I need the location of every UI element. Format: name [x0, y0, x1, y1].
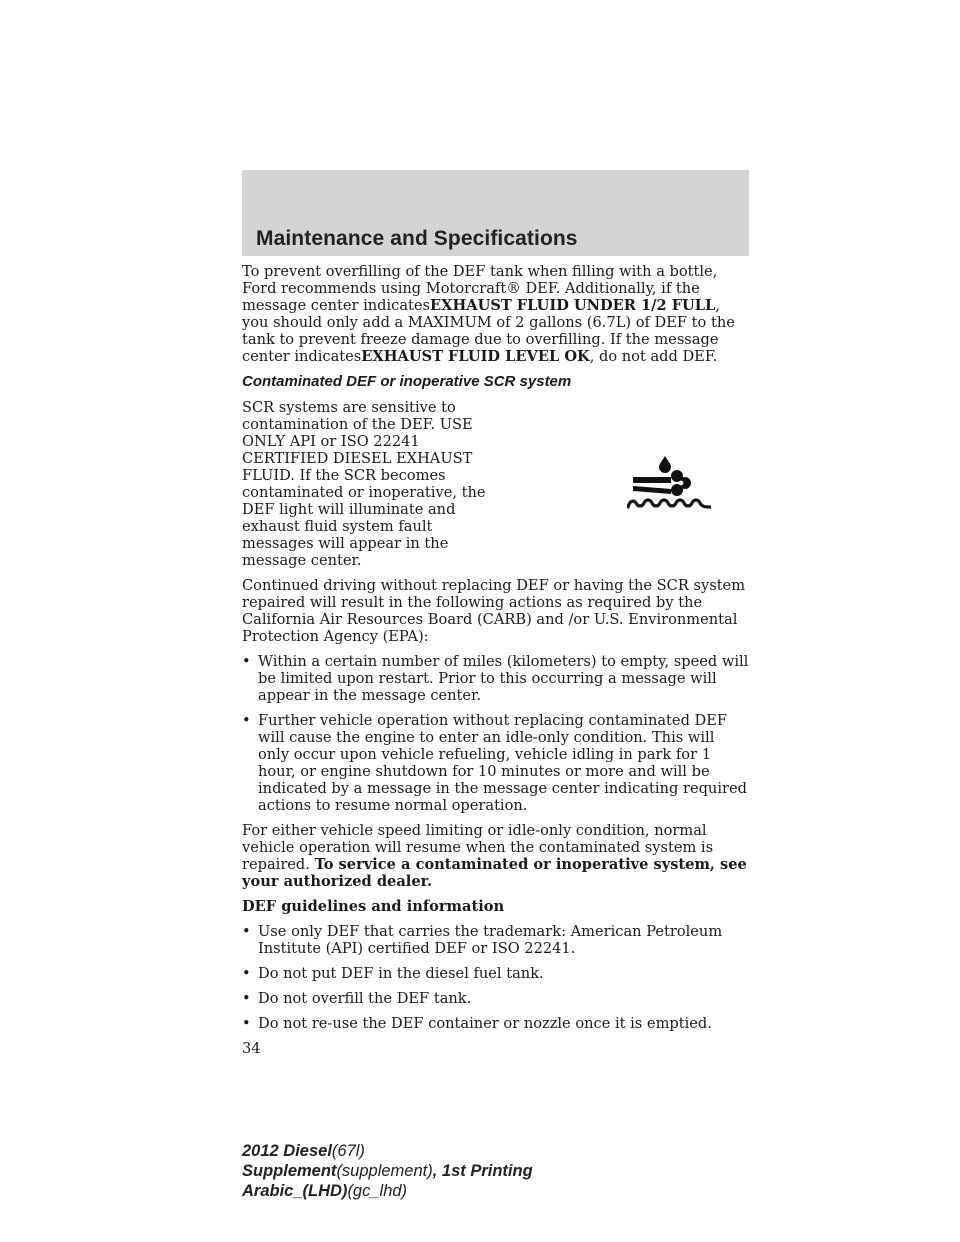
footer-line1-bold: 2012 Diesel: [242, 1142, 332, 1160]
footer-line2-bold: Supplement: [242, 1162, 337, 1180]
guideline-item-4: [242, 1015, 749, 1032]
guideline-item-1: [242, 923, 749, 957]
guideline-text: Do not re-use the DEF container or nozzle once it is emptied.: [258, 1015, 712, 1032]
footer-line2-bold2: , 1st Printing: [432, 1162, 533, 1180]
guideline-item-2: [242, 965, 749, 982]
contaminated-paragraph: SCR systems are sensitive to contamination of the DEF. USE ONLY API or ISO 22241 CERTIFIED DIESEL EXHAUST FLUID. If the SCR becomes contaminated or inoperative, the DEF light will illuminate and exhaust fluid system fault messages will appear in the message center.: [242, 399, 486, 569]
page-content: [242, 263, 749, 1057]
continued-paragraph: Continued driving without replacing DEF or having the SCR system repaired will result in the following actions as required by the California Air Resources Board (CARB) and /or U.S. Environmental Protection Agency (EPA):: [242, 577, 746, 645]
footer-line3-thin: (gc_lhd): [347, 1182, 408, 1200]
bullet: •: [242, 990, 251, 1007]
bullet: •: [242, 653, 251, 670]
contaminated-heading: Contaminated DEF or inoperative SCR system: [242, 373, 572, 390]
action-item-1: [242, 653, 749, 704]
either-bold: To service a contaminated or inoperative system, see your authorized dealer.: [242, 856, 747, 890]
footer-line1-thin: (67l): [331, 1142, 365, 1160]
bullet: •: [242, 965, 251, 982]
page-number: 34: [242, 1040, 261, 1057]
guideline-text: Do not overfill the DEF tank.: [258, 990, 472, 1007]
bullet: •: [242, 1015, 251, 1032]
def-warning-icon: [627, 453, 711, 509]
guideline-text: Do not put DEF in the diesel fuel tank.: [258, 965, 544, 982]
bullet: •: [242, 712, 251, 729]
action-item-2: [242, 712, 749, 814]
intro-paragraph: [242, 263, 749, 365]
contaminated-block: [242, 399, 749, 569]
intro-text-1: To prevent overfilling of the DEF tank when filling with a bottle, Ford recommends using Motorcraft® DEF. Additionally, if the message center indicates: [242, 263, 718, 314]
guideline-text: Use only DEF that carries the trademark: American Petroleum Institute (API) certified DEF or ISO 22241.: [258, 923, 723, 957]
either-text: For either vehicle speed limiting or idle-only condition, normal vehicle operation will resume when the contaminated system is repaired.: [242, 822, 714, 873]
bullet: •: [242, 923, 251, 940]
footer-line3-bold: Arabic_(LHD): [242, 1182, 348, 1200]
intro-text-2: , you should only add a MAXIMUM of 2 gallons (6.7L) of DEF to the tank to prevent freeze damage due to overfilling. If the message center indicates: [242, 297, 735, 365]
either-paragraph: [242, 822, 749, 890]
print-footer: [242, 1141, 533, 1201]
section-title: Maintenance and Specifications: [256, 227, 578, 250]
intro-bold-2: EXHAUST FLUID LEVEL OK: [361, 348, 590, 365]
section-header-bar: [242, 170, 749, 256]
intro-bold-1: EXHAUST FLUID UNDER 1/2 FULL: [430, 297, 716, 314]
intro-text-3: , do not add DEF.: [589, 348, 718, 365]
action-text: Within a certain number of miles (kilometers) to empty, speed will be limited upon restart. Prior to this occurring a message will appear in the message center.: [258, 653, 749, 704]
action-text: Further vehicle operation without replacing contaminated DEF will cause the engine to enter an idle-only condition. This will only occur upon vehicle refueling, vehicle idling in park for 1 hour, or engine shutdown for 10 minutes or more and will be indicated by a message in the message center indicating required actions to resume normal operation.: [258, 712, 747, 814]
guideline-item-3: [242, 990, 749, 1007]
footer-line2-thin: (supplement): [336, 1162, 433, 1180]
guidelines-heading: DEF guidelines and information: [242, 898, 505, 915]
